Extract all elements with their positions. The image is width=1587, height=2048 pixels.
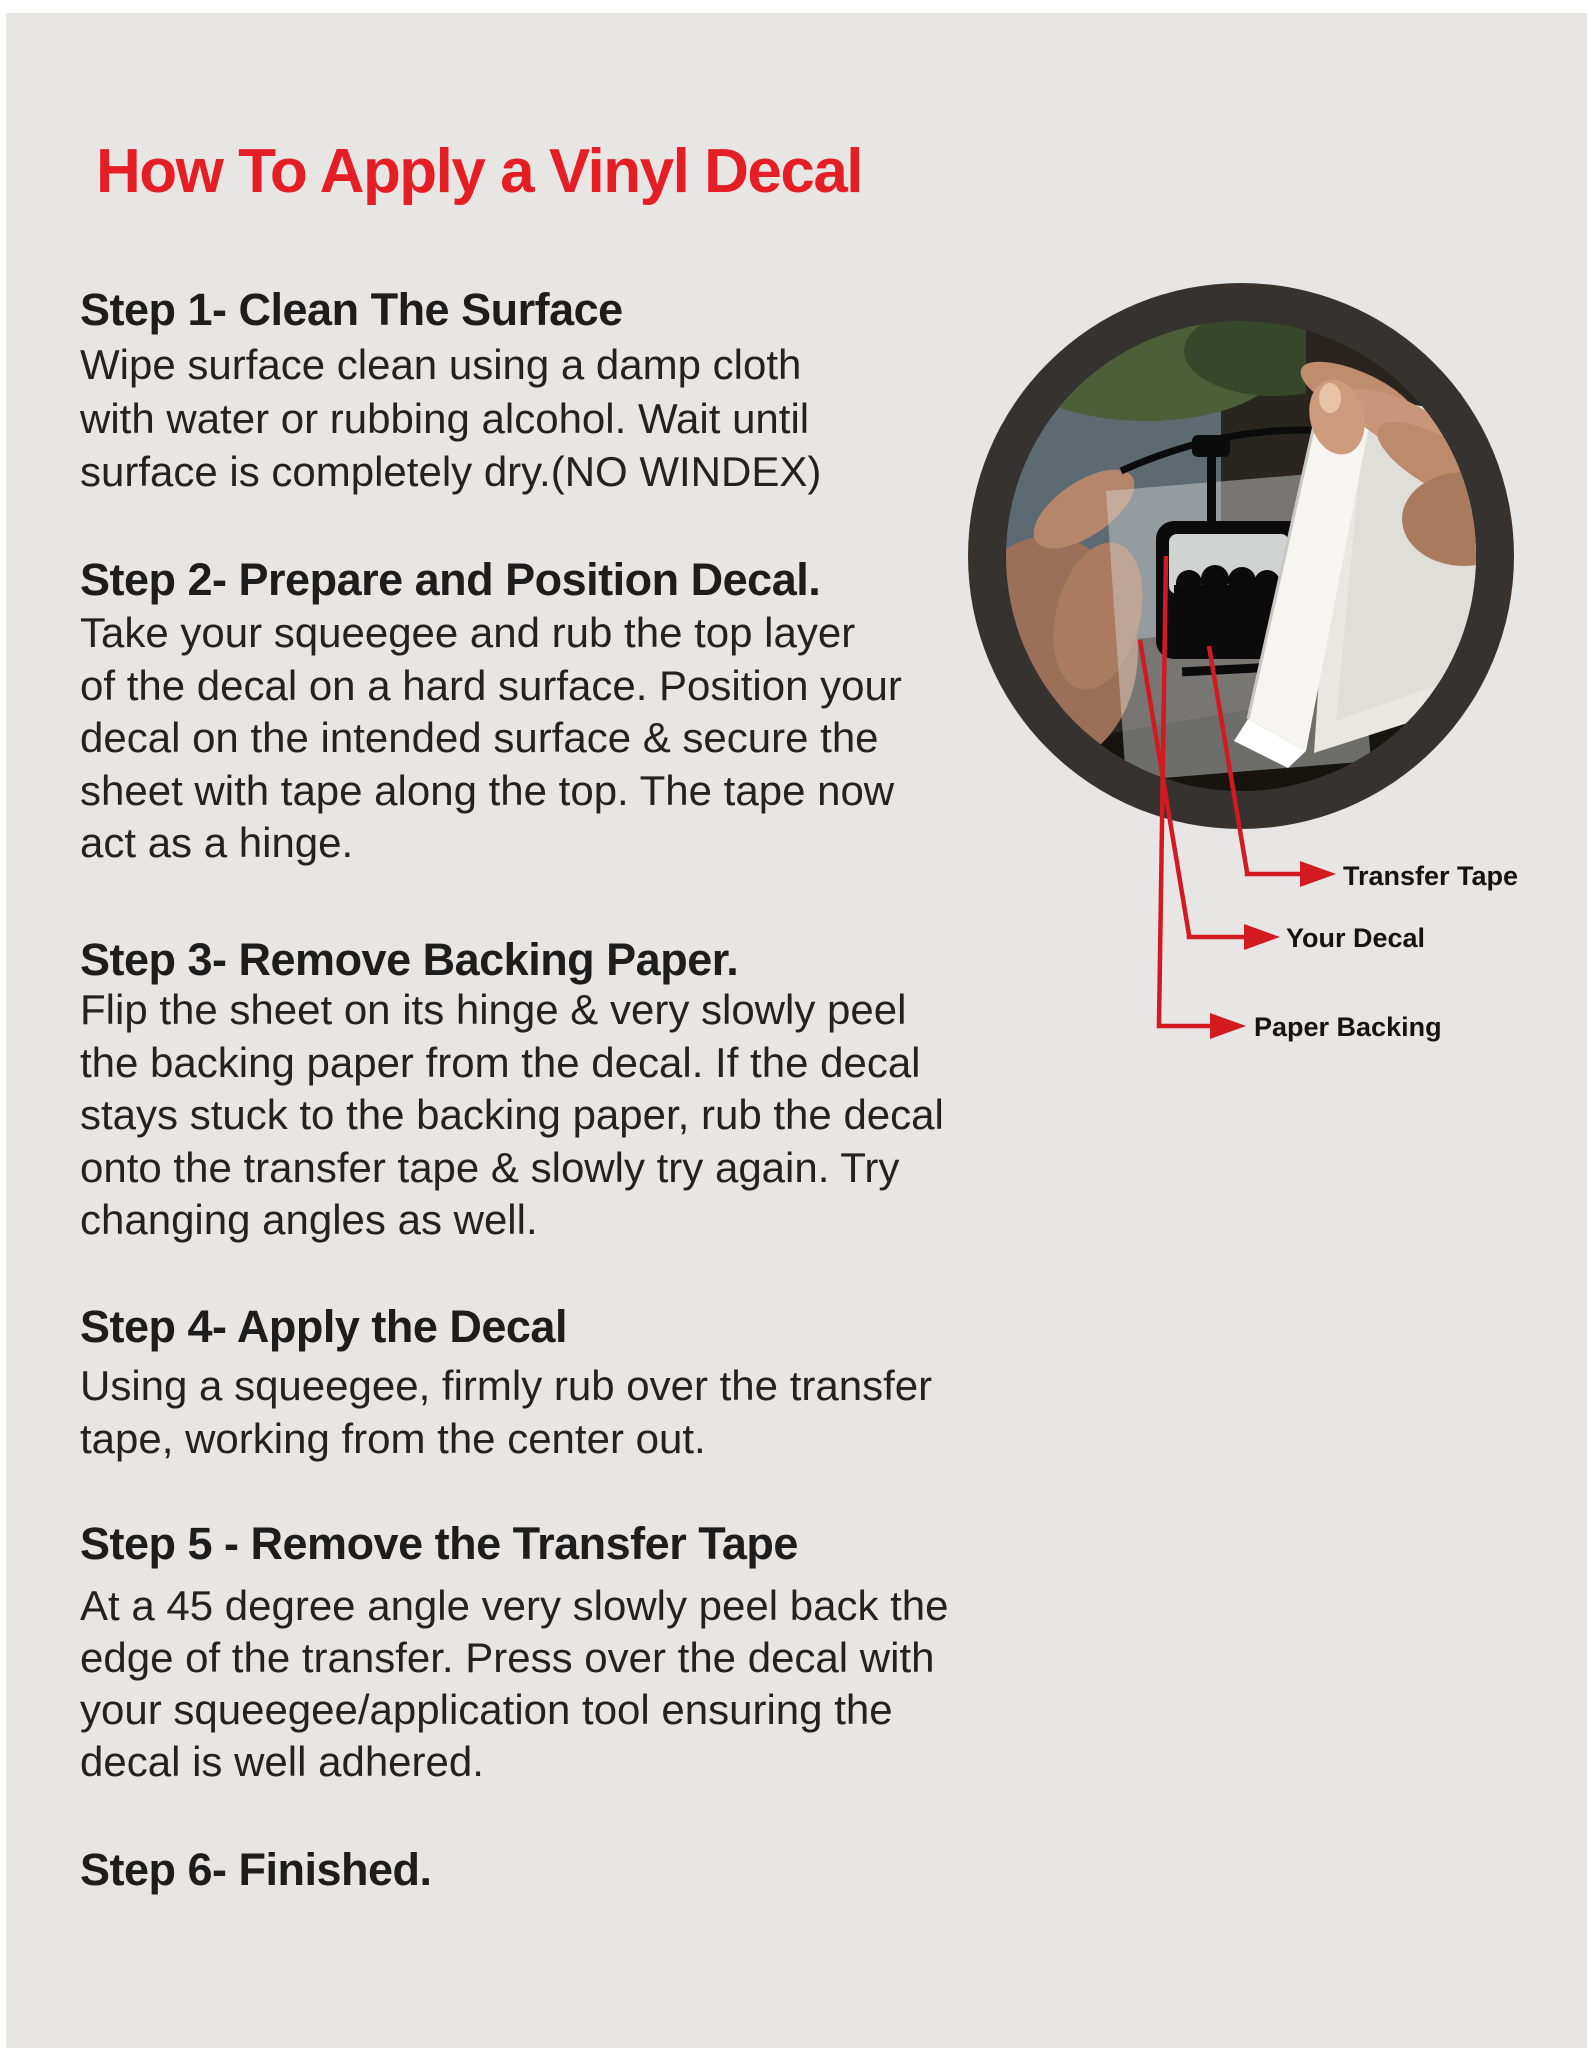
step-3-body — [80, 984, 944, 1247]
label-your-decal: Your Decal — [1286, 923, 1426, 953]
body-text-line: of the decal on a hard surface. Position your — [80, 661, 902, 709]
body-text-line: the backing paper from the decal. If the decal — [80, 1038, 921, 1086]
body-text-line: your squeegee/application tool ensuring the — [80, 1686, 893, 1733]
label-paper-backing: Paper Backing — [1254, 1012, 1442, 1042]
body-text-line: with water or rubbing alcohol. Wait until — [80, 394, 810, 442]
body-text-line: edge of the transfer. Press over the decal with — [80, 1634, 935, 1681]
body-text-line: decal is well adhered. — [80, 1738, 484, 1785]
body-text-line: Using a squeegee, firmly rub over the transfer — [80, 1362, 933, 1409]
step-4-heading: Step 4- Apply the Decal — [80, 1301, 567, 1352]
step-2-body — [80, 607, 902, 870]
step-5-body — [80, 1580, 949, 1788]
decal-photo — [1006, 321, 1476, 791]
decal-photo-illustration — [1006, 321, 1476, 791]
body-text-line: Take your squeegee and rub the top layer — [80, 609, 856, 656]
step-1-body — [80, 338, 821, 499]
body-text-line: Wipe surface clean using a damp cloth — [80, 341, 802, 388]
body-text-line: decal on the intended surface & secure the — [80, 714, 879, 761]
label-transfer-tape: Transfer Tape — [1343, 861, 1519, 891]
step-2-heading: Step 2- Prepare and Position Decal. — [80, 554, 821, 605]
step-4-body — [80, 1359, 932, 1465]
body-text-line: changing angles as well. — [80, 1196, 538, 1243]
body-text-line: At a 45 degree angle very slowly peel back the — [80, 1582, 949, 1629]
step-1-heading: Step 1- Clean The Surface — [80, 284, 623, 335]
step-6-heading: Step 6- Finished. — [80, 1844, 432, 1895]
body-text-line: sheet with tape along the top. The tape now — [80, 766, 895, 814]
body-text-line: surface is completely dry.(NO WINDEX) — [80, 448, 822, 495]
body-text-line: Flip the sheet on its hinge & very slowly peel — [80, 986, 907, 1033]
step-3-heading: Step 3- Remove Backing Paper. — [80, 934, 739, 985]
body-text-line: onto the transfer tape & slowly try again. Try — [80, 1143, 900, 1191]
decal-photo-ring — [968, 283, 1514, 829]
page-title: How To Apply a Vinyl Decal — [96, 137, 863, 206]
body-text-line: act as a hinge. — [80, 819, 354, 866]
body-text-line: stays stuck to the backing paper, rub the decal — [80, 1091, 944, 1138]
step-5-heading: Step 5 - Remove the Transfer Tape — [80, 1518, 798, 1569]
body-text-line: tape, working from the center out. — [80, 1415, 706, 1462]
